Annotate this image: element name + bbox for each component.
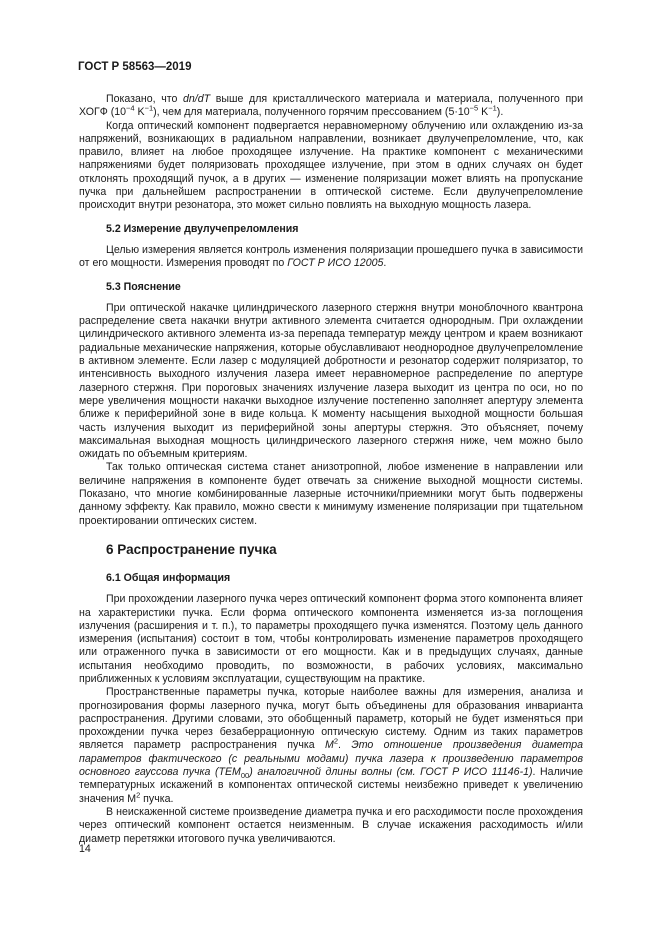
standard-reference-link[interactable]: ГОСТ Р ИСО 12005: [287, 257, 384, 270]
heading-5-3: 5.3 Пояснение: [106, 280, 181, 293]
paragraph-undistorted-system: В неискаженной системе произведение диаметра пучка и его расходимости после прохождения через оптический компонент остается неизменным. В случае искажения расходимость и/или диаметр перетяжки итогового пучка увеличиваются.: [79, 805, 583, 845]
heading-6-1: 6.1 Общая информация: [106, 571, 231, 584]
page-number: 14: [79, 843, 91, 855]
paragraph-dn-dt: Показано, что dn/dT выше для кристаллического материала и материала, полученного при ХОГФ ($10^{-4}$ $K^{-1}$), чем для материала, полученного горячим прессованием ($5\cdot 10^{-5}$ $K^{-1}$).: [79, 93, 583, 119]
paragraph-beam-general: При прохождении лазерного пучка через оптический компонент форма этого компонента влияет на характеристики пучка. Если форма оптического компонента изменяется из-за поглощения излучения (расширения и т. п.), то параметры проходящего пучка изменятся. Поэтому цель данного измерения (испытания) состоит в том, чтобы контролировать изменение параметров проходящего или отраженного пучка в зависимости от его мощности. Как и в предыдущих случаях, данные испытания необходимо проводить, по возможности, в рабочих условиях, максимально приближенных к условиям эксплуатации, существующим на практике.: [79, 593, 583, 685]
paragraph-explanation: При оптической накачке цилиндрического лазерного стержня внутри моноблочного квантрона распределение света накачки внутри активного элемента считается однородным. При охлаждении цилиндрического активного элемента из-за перепада температур между центром и краем возникают радиальные механические напряжения, которые обуславливают неоднородное двулучепреломление в активном элементе. Если лазер с модуляцией добротности и резонатор содержит поляризатор, то интенсивность выходного излучения лазера имеет неравномерное распределение по апертуре лазерного стержня. При пороговых значениях излучение лазера выходит из центра по оси, но по мере увеличения мощности накачки выходное излучение постепенно заполняет апертуру элемента ближе к периферийной зоне в виде кольца. К моменту насыщения выходной мощности большая часть излучения выходит из периферийной зоны апертуры стержня. Это объясняет, почему максимальная выходная мощность цилиндрического лазерного стержня ниже, чем можно было ожидать по объемным критериям.: [79, 301, 583, 461]
document-body: [79, 93, 583, 846]
paragraph-measurement-goal: Целью измерения является контроль изменения поляризации прошедшего пучка в зависимости от его мощности. Измерения проводят по ГОСТ Р ИСО 12005.: [79, 243, 583, 270]
paragraph-birefringence: Когда оптический компонент подвергается неравномерному облучению или охлаждению из-за напряжений, возникающих в радиальном направлении, возникает двулучепреломление, что, как правило, влияет на любое проходящее излучение. На практике компонент с механическими напряжениями будет поляризовать проходящее излучение, при этом в одних случаях он будет отклонять проходящий пучок, а в других — изменение поляризации может влиять на пропускание пучка при дальнейшем распространении в оптической системе. Если двулучепреломление происходит внутри резонатора, это может сильно повлиять на выходную мощность лазера.: [79, 119, 583, 212]
paragraph-beam-parameters: Пространственные параметры пучка, которые наиболее важны для измерения, анализа и прогнозирования формы лазерного пучка, могут быть объединены для образования инварианта распространения. Другими словами, это обобщенный параметр, который не будет изменяться при прохождении пучка через безаберрационную оптическую систему. Одним из таких параметров является параметр распространения пучка $M^2$. Это отношение произведения диаметра параметров фактического (с реальными модами) пучка лазера к произведению параметров основного гауссова пучка $(TEM_{00})$ аналогичной длины волны (см. ГОСТ Р ИСО 11146-1). Наличие температурных искажений в компонентах оптической системы неизбежно приведет к увеличению значения $M^2$ пучка.: [79, 686, 584, 805]
heading-6: 6 Распространение пучка: [106, 541, 277, 557]
paragraph-anisotropic: Так только оптическая система станет анизотропной, любое изменение в направлении или величине напряжения в компоненте будет отвечать за снижение выходной мощности системы. Показано, что многие комбинированные лазерные источники/приемники могут быть подвержены данному эффекту. Как правило, можно свести к минимуму изменение поляризации при тщательном проектировании оптических систем.: [79, 461, 583, 527]
heading-5-2: 5.2 Измерение двулучепреломления: [106, 222, 299, 235]
document-header: ГОСТ Р 58563—2019: [78, 61, 192, 73]
